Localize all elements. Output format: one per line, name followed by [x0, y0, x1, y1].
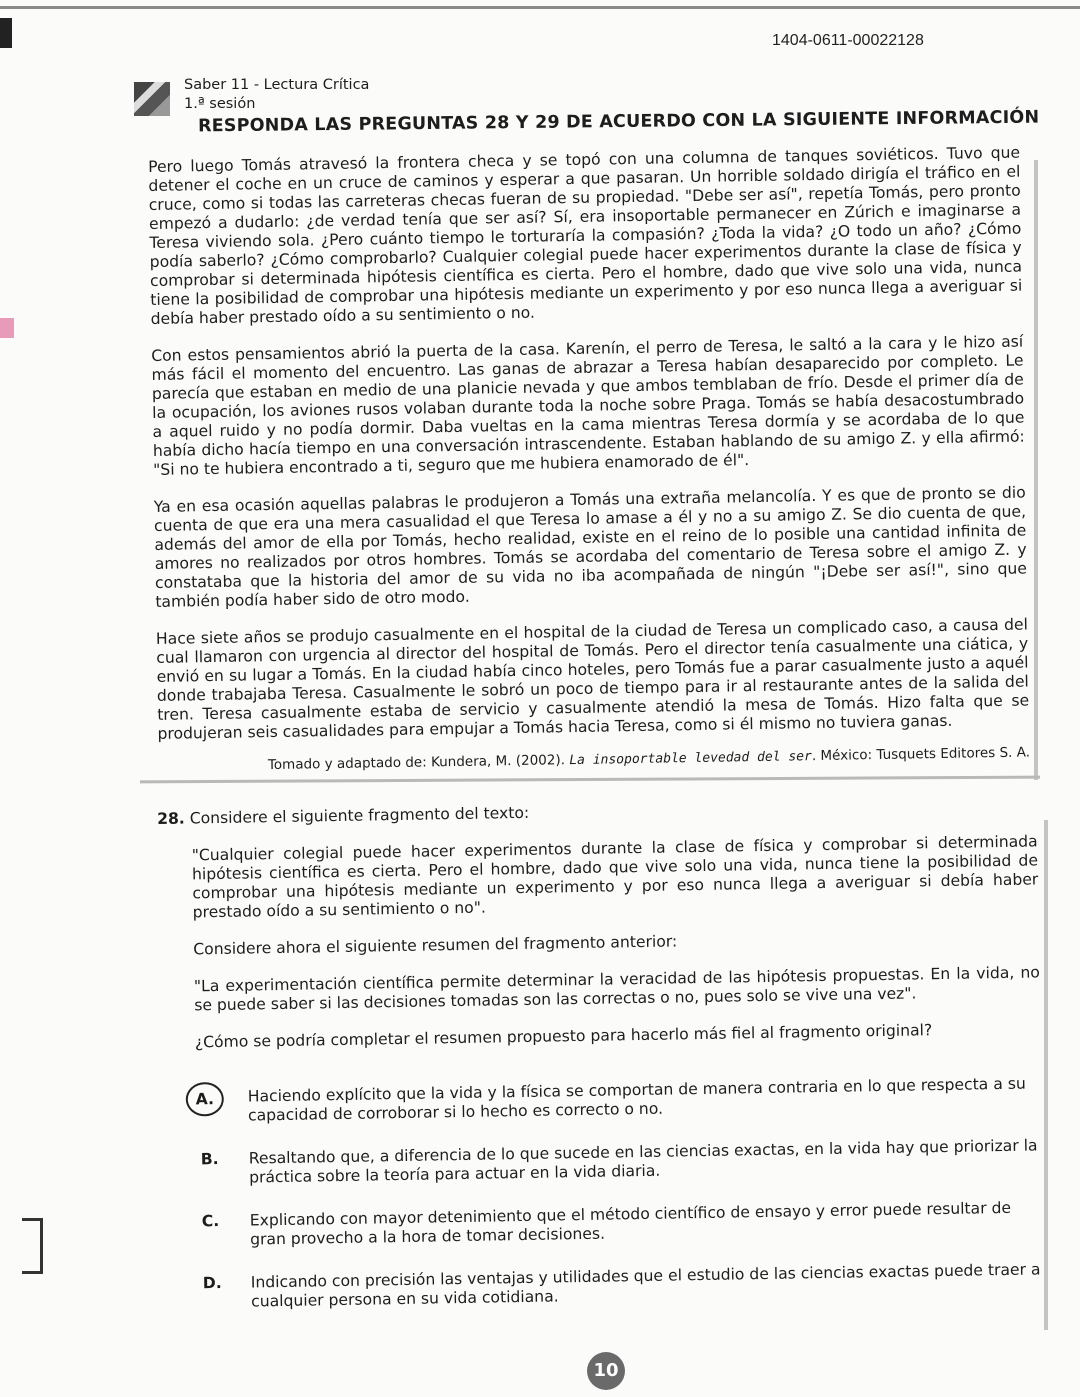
option-text: Indicando con precisión las ventajas y utilidades que el estudio de las ciencias exactas puede traer a cualquier persona en su vida cotidiana. [250, 1260, 1041, 1311]
answer-options [162, 1074, 1046, 1313]
page-number: 10 [587, 1352, 625, 1390]
option-text: Haciendo explícito que la vida y la física se comportan de manera contraria en lo que respecta a su capacidad de corroborar si lo hecho es correcto o no. [247, 1074, 1026, 1125]
passage-paragraph: Pero luego Tomás atravesó la frontera checa y se topó con una columna de tanques soviéticos. Tuvo que detener el coche en un cruce de caminos y esperar a que pasaran. Un horrible soldado dirigía el tráfico en el cruce, como si todas las carreteras checas fueran de su propiedad. "Debe ser así", repetía Tomás, pero pronto empezó a dudarlo: ¿de verdad tenía que ser así? Sí, era insoportable permanecer en Zúrich e imaginarse a Teresa viviendo sola. ¿Pero cuánto tiempo le torturaría la compasión? ¿Toda la vida? ¿O todo un año? ¿Cómo podía saberlo? ¿Cómo comprobarlo? Cualquier colegial puede hacer experimentos durante la clase de física y comprobar si determinada hipótesis científica es cierta. Pero el hombre, dado que vive solo una vida, nunca tiene la posibilidad de comprobar una hipótesis mediante un experimento y por eso nunca llega a averiguar si debía haber prestado oído a su sentimiento o no. [148, 143, 1023, 328]
passage-paragraph: Con estos pensamientos abrió la puerta de la casa. Karenín, el perro de Teresa, le saltó a la cara y le hizo así más fácil el momento del encuentro. Las ganas de abrazar a Teresa habían desaparecido por completo. Le parecía que estaban en medio de una planicie nevada y que ambos temblaban de frío. Desde el primer día de la ocupación, los aviones rusos volaban durante toda la noche sobre Praga. Tomás se había desacostumbrado a aquel ruido y no podía dormir. Daba vueltas en la cama mientras Teresa dormía y se acordaba de lo que había dicho hacía tiempo en una conversación intrascendente. Estaban hablando de su amigo Z. y ella afirmó: "Si no te hubiera encontrado a ti, seguro que me hubiera enamorado de él". [151, 332, 1025, 479]
option-c[interactable] [164, 1198, 1045, 1251]
summary-text: "La experimentación científica permite determinar la veracidad de las hipótesis propuestas. En la vida, no se puede saber si las decisiones tomadas son las correctas o no, pues solo se vive una vez". [193, 963, 1040, 1015]
reading-passage [148, 144, 1030, 777]
option-letter: C. [201, 1212, 220, 1231]
option-b[interactable] [163, 1136, 1044, 1189]
passage-paragraph: Ya en esa ocasión aquellas palabras le produjeron a Tomás una extraña melancolía. Y es que de pronto se dio cuenta de que era una mera casualidad el que Teresa lo amase a él y no a su amigo Z. Se dio cuenta de que, además del amor de ella por Tomás, hecho realidad, existe en el reino de lo posible una cantidad infinita de amores no realizados por otros hombres. Tomás se acordaba del comentario de Teresa sobre el amigo Z. y constataba que la historia del amor de su vida no iba acompañada de ningún "¡Debe ser así!", sino que también podía haber sido de otro modo. [153, 483, 1028, 611]
icfes-logo [134, 82, 170, 116]
option-a[interactable] [162, 1074, 1043, 1127]
summary-intro: Considere ahora el siguiente resumen del fragmento anterior: [193, 932, 678, 959]
document-code: 1404-0611-00022128 [772, 32, 924, 49]
question-border [1044, 820, 1048, 1330]
passage-border [1034, 160, 1038, 780]
source-title: La insoportable levedad del ser [569, 749, 813, 769]
option-letter: D. [202, 1273, 222, 1293]
exam-header [184, 76, 369, 114]
question-intro: Considere el siguiente fragmento del texto: [189, 803, 530, 828]
divider [140, 776, 1040, 784]
source-prefix: Tomado y adaptado de: Kundera, M. (2002). [267, 752, 570, 774]
question-prompt: ¿Cómo se podría completar el resumen propuesto para hacerlo más fiel al fragmento original? [194, 1021, 933, 1052]
exam-session: 1.ª sesión [184, 96, 256, 112]
margin-mark [0, 318, 14, 338]
option-text: Resaltando que, a diferencia de lo que sucede en las ciencias exactas, en la vida hay que priorizar la práctica sobre la teoría para actuar en la vida diaria. [248, 1136, 1038, 1187]
source-suffix: . México: Tusquets Editores S. A. [811, 744, 1031, 765]
option-d[interactable] [165, 1260, 1046, 1313]
quoted-fragment: "Cualquier colegial puede hacer experimentos durante la clase de física y comprobar si determinada hipótesis científica es cierta. Pero el hombre, dado que vive solo una vida, nunca tiene la posibilidad de comprobar una hipótesis mediante un experimento y por eso nunca llega a averiguar si debía haber prestado oído a su sentimiento o no". [191, 832, 1039, 922]
side-tab-mark [22, 1218, 43, 1274]
scan-edge-mark [0, 18, 12, 48]
option-letter-circled: A. [186, 1082, 225, 1117]
exam-title: Saber 11 - Lectura Crítica [184, 77, 370, 93]
question-number: 28. [157, 809, 185, 828]
question-28 [157, 795, 1046, 1337]
instruction-heading: RESPONDA LAS PREGUNTAS 28 Y 29 DE ACUERDO CON LA SIGUIENTE INFORMACIÓN [197, 107, 1040, 137]
option-text: Explicando con mayor detenimiento que el método científico de ensayo y error puede resultar de gran provecho a la hora de tomar decisiones. [249, 1198, 1012, 1249]
scan-edge-line [0, 6, 1080, 9]
option-letter: B. [200, 1150, 219, 1169]
passage-paragraph: Hace siete años se produjo casualmente en el hospital de la ciudad de Teresa un complicado caso, a causa del cual llamaron con urgencia al director del hospital de Tomás. Pero el director tenía casualmente una ciática, y envió en su lugar a Tomás. En la ciudad había cinco hoteles, pero Tomás fue a parar casualmente justo a aquél donde trabajaba Teresa. Casualmente le sobró un poco de tiempo para ir al restaurante antes de la salida del tren. Teresa casualmente estaba de servicio y casualmente atendió la mesa de Tomás. Hizo falta que se produjeran seis casualidades para empujar a Tomás hacia Teresa, como si él mismo no tuviera ganas. [155, 615, 1030, 743]
source-citation [158, 743, 1030, 776]
